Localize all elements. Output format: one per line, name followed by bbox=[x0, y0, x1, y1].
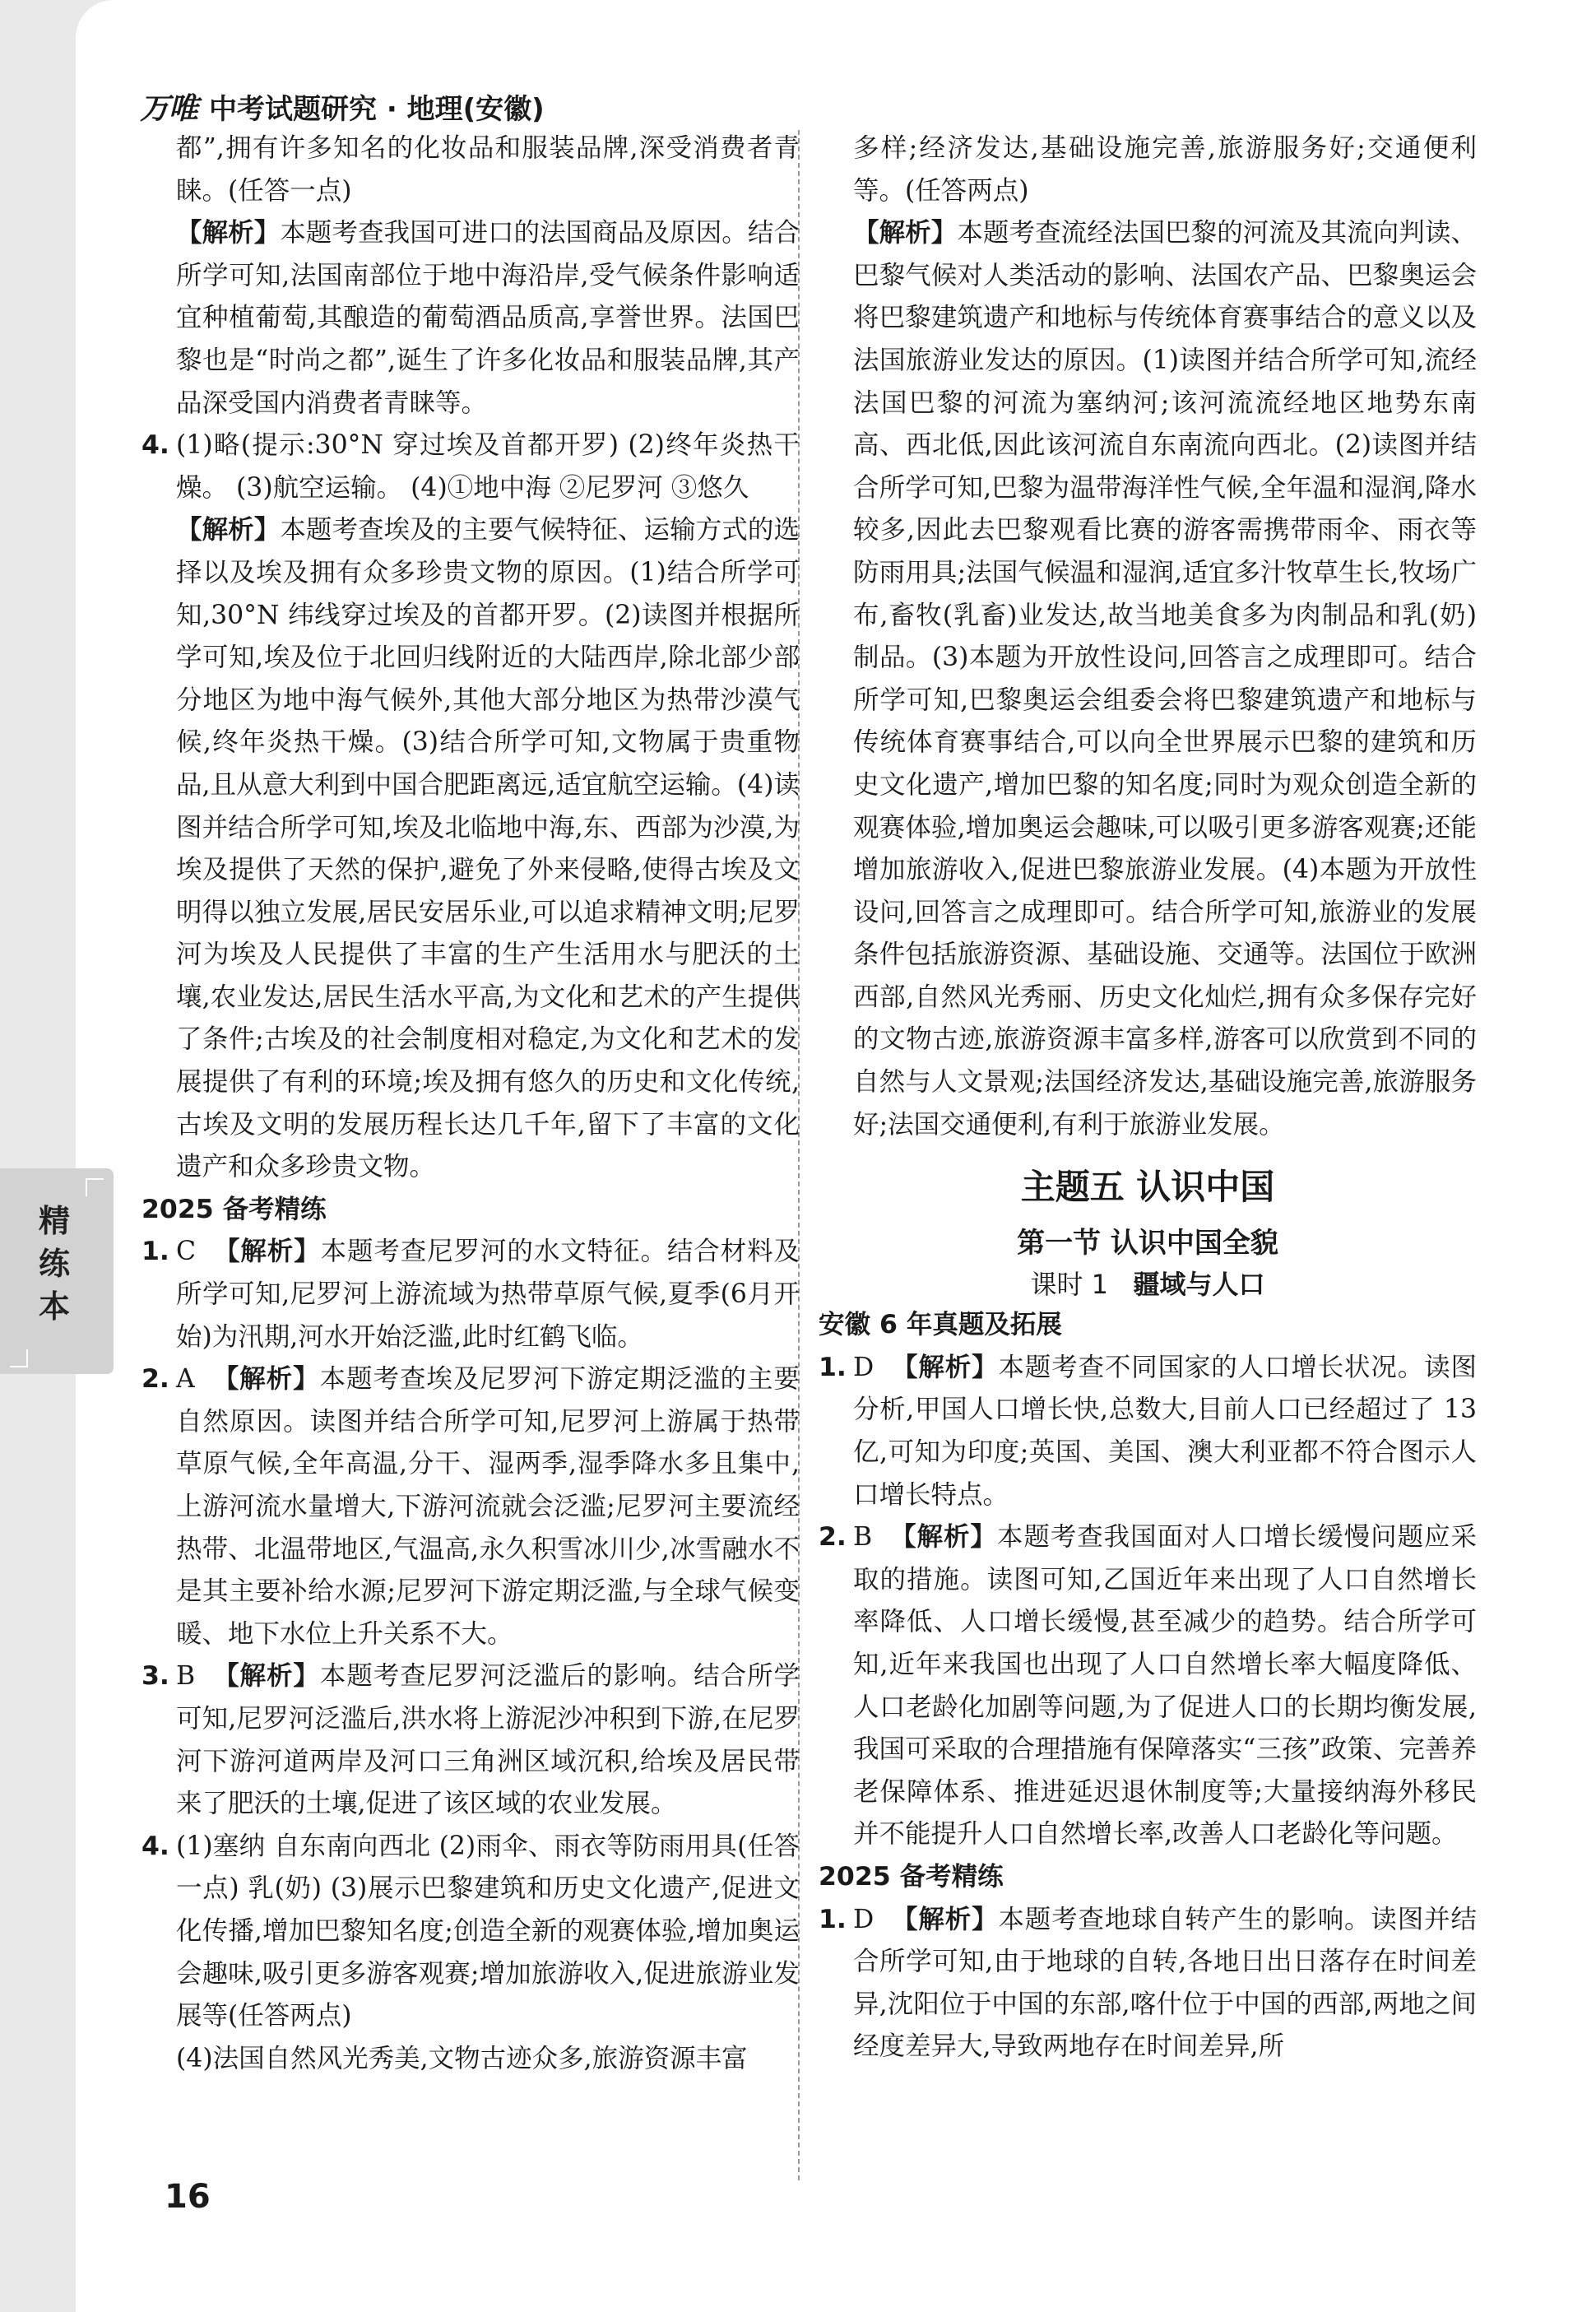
explanation-label: 【解析】 bbox=[892, 1904, 999, 1934]
answer-letter: B bbox=[176, 1661, 196, 1692]
question-item bbox=[142, 1231, 800, 1358]
question-number: 1. bbox=[142, 1237, 169, 1267]
explanation-text: 本题考查不同国家的人口增长状况。读图分析,甲国人口增长快,总数大,目前人口已经超过了 13 亿,可知为印度;英国、美国、澳大利亚都不符合图示人口增长特点。 bbox=[853, 1352, 1477, 1510]
left-column bbox=[142, 128, 800, 2080]
question-number: 2. bbox=[819, 1522, 847, 1553]
answer-continuation: 多样;经济发达,基础设施完善,旅游服务好;交通便利等。(任答两点) bbox=[853, 133, 1477, 206]
explanation-text: 本题考查我国可进口的法国商品及原因。结合所学可知,法国南部位于地中海沿岸,受气候条件影响适宜种植葡萄,其酿造的葡萄酒品质高,享誉世界。法国巴黎也是“时尚之都”,诞生了许多化妆品和服装品牌,其产品深受国内消费者青睐等。 bbox=[176, 218, 800, 418]
question-item bbox=[142, 425, 800, 1189]
page-number: 16 bbox=[165, 2178, 211, 2216]
brand-logo: 万唯 bbox=[140, 91, 198, 126]
explanation-text: 本题考查尼罗河的水文特征。结合材料及所学可知,尼罗河上游流域为热带草原气候,夏季(6月开始)为汛期,河水开始泛滥,此时红鹤飞临。 bbox=[176, 1237, 800, 1352]
explanation-label: 【解析】 bbox=[213, 1237, 321, 1267]
answer-letter: A bbox=[176, 1364, 195, 1395]
question-number: 4. bbox=[142, 430, 169, 461]
question-number: 4. bbox=[142, 1831, 169, 1861]
answer-letter: D bbox=[853, 1352, 875, 1382]
explanation-label: 【解析】 bbox=[213, 1661, 320, 1692]
section-title: 第一节 认识中国全貌 bbox=[1017, 1227, 1278, 1260]
question-number: 1. bbox=[819, 1904, 847, 1934]
question-item bbox=[142, 1358, 800, 1655]
section-heading: 2025 备考精练 bbox=[142, 1194, 327, 1224]
answer-explanation bbox=[853, 1516, 1477, 1856]
answer-explanation bbox=[853, 1899, 1477, 2068]
explanation-text: 本题考查尼罗河泛滥后的影响。结合所学可知,尼罗河泛滥后,洪水将上游泥沙冲积到下游,在尼罗河下游河道两岸及河口三角洲区域沉积,给埃及居民带来了肥沃的土壤,促进了该区域的农业发展。 bbox=[176, 1661, 800, 1819]
explanation-label: 【解析】 bbox=[176, 515, 281, 546]
side-tab-bracket-icon bbox=[10, 1349, 28, 1367]
explanation-text: 本题考查埃及的主要气候特征、运输方式的选择以及埃及拥有众多珍贵文物的原因。(1)结合所学可知,30°N 纬线穿过埃及的首都开罗。(2)读图并根据所学可知,埃及位于北回归线附近的大陆西岸,除北部少部分地区为地中海气候外,其他大部分地区为热带沙漠气候,终年炎热干燥。(3)结合所学可知,文物属于贵重物品,且从意大利到中国合肥距离远,适宜航空运输。(4)读图并结合所学可知,埃及北临地中海,东、西部为沙漠,为埃及提供了天然的保护,避免了外来侵略,使得古埃及文明得以独立发展,居民安居乐业,可以追求精神文明;尼罗河为埃及人民提供了丰富的生产生活用水与肥沃的土壤,农业发达,居民生活水平高,为文化和艺术的产生提供了条件;古埃及的社会制度相对稳定,为文化和艺术的发展提供了有利的环境;埃及拥有悠久的历史和文化传统,古埃及文明的发展历程长达几千年,留下了丰富的文化遗产和众多珍贵文物。 bbox=[176, 515, 800, 1182]
side-tab-bracket-icon bbox=[86, 1178, 104, 1196]
answer-explanation bbox=[176, 1231, 800, 1358]
explanation-label: 【解析】 bbox=[176, 218, 281, 248]
explanation-label: 【解析】 bbox=[890, 1522, 997, 1553]
lesson-title bbox=[819, 1265, 1477, 1304]
explanation-label: 【解析】 bbox=[853, 218, 958, 248]
explanation-label: 【解析】 bbox=[212, 1364, 320, 1395]
section-heading: 2025 备考精练 bbox=[819, 1861, 1004, 1892]
lesson-name: 疆域与人口 bbox=[1133, 1269, 1265, 1301]
page-header bbox=[140, 86, 545, 127]
answer-explanation bbox=[176, 1358, 800, 1655]
question-item bbox=[819, 1516, 1477, 1856]
explanation bbox=[142, 212, 800, 425]
answer-text: (1)略(提示:30°N 穿过埃及首都开罗) (2)终年炎热干燥。 (3)航空运输。 (4)①地中海 ②尼罗河 ③悠久 bbox=[176, 430, 800, 503]
lesson-number: 课时 1 bbox=[1030, 1269, 1108, 1301]
explanation bbox=[819, 212, 1477, 1146]
answer-explanation bbox=[853, 1347, 1477, 1516]
explanation-label: 【解析】 bbox=[892, 1352, 999, 1382]
book-title: 中考试题研究 · 地理(安徽) bbox=[209, 92, 545, 126]
answer-explanation bbox=[176, 1655, 800, 1825]
explanation-text: 本题考查流经法国巴黎的河流及其流向判读、巴黎气候对人类活动的影响、法国农产品、巴黎奥运会将巴黎建筑遗产和地标与传统体育赛事结合的意义以及法国旅游业发达的原因。(1)读图并结合所学可知,流经法国巴黎的河流为塞纳河;该河流流经地区地势东南高、西北低,因此该河流自东南流向西北。(2)读图并结合所学可知,巴黎为温带海洋性气候,全年温和湿润,降水较多,因此去巴黎观看比赛的游客需携带雨伞、雨衣等防雨用具;法国气候温和湿润,适宜多汁牧草生长,牧场广布,畜牧(乳畜)业发达,故当地美食多为肉制品和乳(奶)制品。(3)本题为开放性设问,回答言之成理即可。结合所学可知,巴黎奥运会组委会将巴黎建筑遗产和地标与传统体育赛事结合,可以向全世界展示巴黎的建筑和历史文化遗产,增加巴黎的知名度;同时为观众创造全新的观赛体验,增加奥运会趣味,可以吸引更多游客观赛;还能增加旅游收入,促进巴黎旅游业发展。(4)本题为开放性设问,回答言之成理即可。结合所学可知,旅游业的发展条件包括旅游资源、基础设施、交通等。法国位于欧洲西部,自然风光秀丽、历史文化灿烂,拥有众多保存完好的文物古迹,旅游资源丰富多样,游客可以欣赏到不同的自然与人文景观;法国经济发达,基础设施完善,旅游服务好;法国交通便利,有利于旅游业发展。 bbox=[853, 218, 1477, 1140]
question-item bbox=[142, 1826, 800, 2081]
answer-letter: D bbox=[853, 1904, 875, 1934]
side-tab-label: 精练本 bbox=[38, 1203, 70, 1325]
section-heading: 安徽 6 年真题及拓展 bbox=[819, 1310, 1062, 1340]
question-item bbox=[819, 1347, 1477, 1516]
question-number: 3. bbox=[142, 1661, 169, 1692]
right-column bbox=[819, 128, 1477, 2068]
question-item bbox=[142, 1655, 800, 1825]
answer-letter: C bbox=[176, 1237, 197, 1267]
answer-letter: B bbox=[853, 1522, 873, 1553]
explanation-text: 本题考查地球自转产生的影响。读图并结合所学可知,由于地球的自转,各地日出日落存在时间差异,沈阳位于中国的东部,喀什位于中国的西部,两地之间经度差异大,导致两地存在时间差异,所 bbox=[853, 1904, 1477, 2062]
explanation-text: 本题考查我国面对人口增长缓慢问题应采取的措施。读图可知,乙国近年来出现了人口自然增长率降低、人口增长缓慢,甚至减少的趋势。结合所学可知,近年来我国也出现了人口自然增长率大幅度降低、人口老龄化加剧等问题,为了促进人口的长期均衡发展,我国可采取的合理措施有保障落实“三孩”政策、完善养老保障体系、推进延迟退休制度等;大量接纳海外移民并不能提升人口自然增长率,改善人口老龄化等问题。 bbox=[853, 1522, 1477, 1850]
theme-title: 主题五 认识中国 bbox=[1020, 1167, 1275, 1208]
answer-text: (1)塞纳 自东南向西北 (2)雨伞、雨衣等防雨用具(任答一点) 乳(奶) (3)展示巴黎建筑和历史文化遗产,促进文化传播,增加巴黎知名度;创造全新的观赛体验,增加奥运会趣味,吸引更多游客观赛;增加旅游收入,促进旅游业发展等(任答两点) bbox=[176, 1831, 800, 2031]
answer-continuation: 都”,拥有许多知名的化妆品和服装品牌,深受消费者青睐。(任答一点) bbox=[176, 133, 800, 206]
answer-text: (4)法国自然风光秀美,文物古迹众多,旅游资源丰富 bbox=[176, 2043, 748, 2073]
explanation bbox=[176, 509, 800, 1189]
question-number: 1. bbox=[819, 1352, 847, 1382]
side-tab bbox=[0, 1168, 114, 1374]
explanation-text: 本题考查埃及尼罗河下游定期泛滥的主要自然原因。读图并结合所学可知,尼罗河上游属于热带草原气候,全年高温,分干、湿两季,湿季降水多且集中,上游河流水量增大,下游河流就会泛滥;尼罗河主要流经热带、北温带地区,气温高,永久积雪冰川少,冰雪融水不是其主要补给水源;尼罗河下游定期泛滥,与全球气候变暖、地下水位上升关系不大。 bbox=[176, 1364, 800, 1649]
question-item bbox=[819, 1899, 1477, 2068]
question-number: 2. bbox=[142, 1364, 169, 1395]
